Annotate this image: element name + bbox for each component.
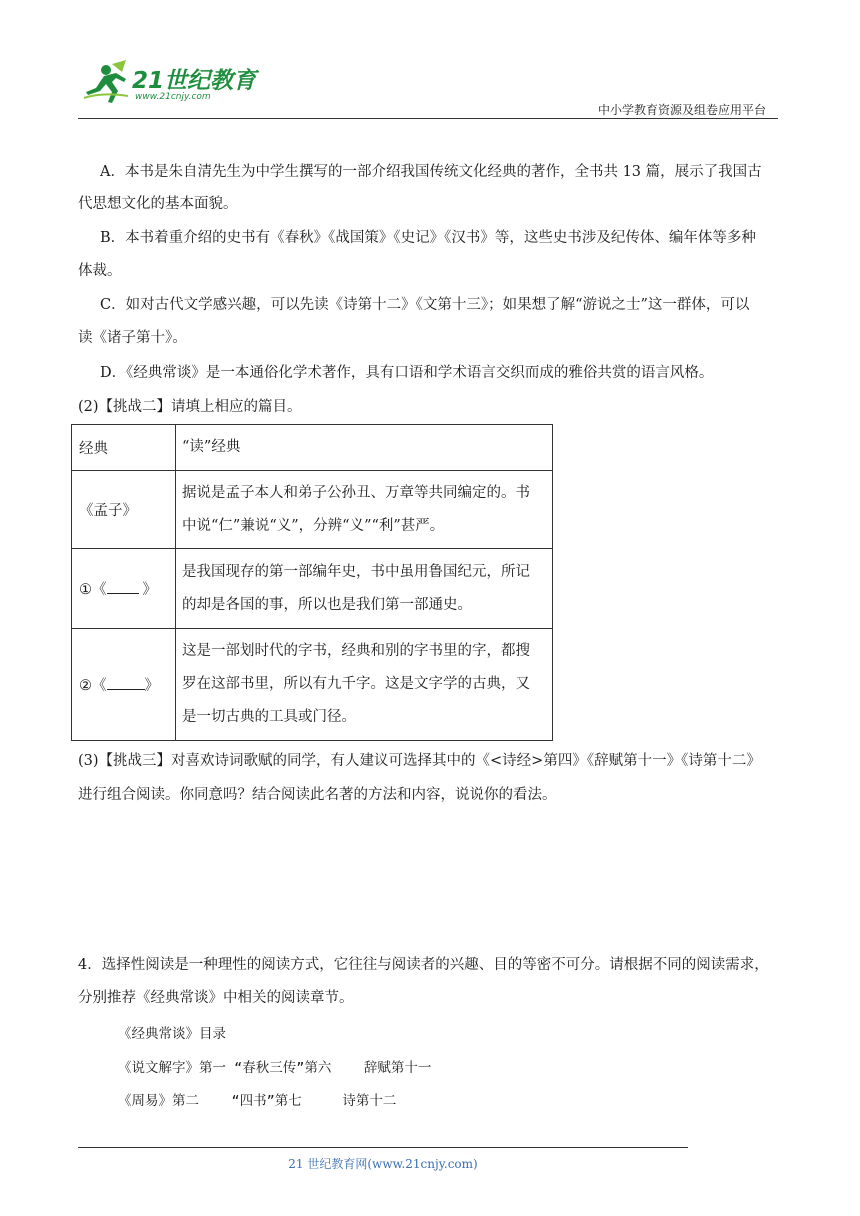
classic-desc-cell [176, 471, 553, 549]
logo-text: 21世纪教育 [132, 68, 257, 94]
toc-row: 《说文解字》第一 “春秋三传”第六 辞赋第十一 [118, 1060, 432, 1076]
logo-runner-icon [82, 58, 132, 104]
desc-line: 是我国现存的第一部编年史，书中虽用鲁国纪元，所记 [182, 563, 530, 580]
q4-line1: 4．选择性阅读是一种理性的阅读方式，它往往与阅读者的兴趣、目的等密不可分。请根据不同的阅读需求， [78, 957, 769, 973]
toc-title: 《经典常谈》目录 [118, 1026, 226, 1042]
classic-name-cell [72, 549, 176, 629]
classic-desc-cell [176, 629, 553, 741]
logo-url: www.21cnjy.com [135, 92, 211, 102]
classic-desc-cell [176, 549, 553, 629]
footer-divider [78, 1147, 688, 1148]
option-b-line2: 体裁。 [78, 263, 122, 279]
option-b-line1: B．本书着重介绍的史书有《春秋》《战国策》《史记》《汉书》等，这些史书涉及纪传体、编年体等多种 [100, 230, 756, 246]
q4-line2: 分别推荐《经典常谈》中相关的阅读章节。 [78, 990, 354, 1006]
platform-title: 中小学教育资源及组卷应用平台 [597, 103, 766, 117]
table-header-row [72, 425, 553, 471]
desc-line: 的却是各国的事，所以也是我们第一部通史。 [182, 596, 472, 613]
option-d-line1: D．《经典常谈》是一本通俗化学术著作，具有口语和学术语言交织而成的雅俗共赏的语言风格。 [100, 365, 714, 381]
q2-prompt: (2)【挑战二】请填上相应的篇目。 [78, 399, 302, 415]
q3-line1: (3)【挑战三】对喜欢诗词歌赋的同学，有人建议可选择其中的《<诗经>第四》《辞赋第十一》《诗第十二》 [78, 753, 761, 769]
table-row [72, 549, 553, 629]
answer-blank-2[interactable] [107, 675, 145, 690]
desc-line: 罗在这部书里，所以有九千字。这是文字学的古典，又 [182, 676, 530, 692]
header-divider [78, 118, 778, 119]
toc-row: 《周易》第二 “四书”第七 诗第十二 [118, 1093, 397, 1109]
blank-prefix: ②《 [79, 678, 107, 694]
option-c-line1: C．如对古代文学感兴趣，可以先读《诗第十二》《文第十三》；如果想了解“游说之士”这一群体，可以 [100, 297, 750, 313]
blank-prefix: ①《 [79, 582, 107, 598]
classic-name-cell [72, 629, 176, 741]
table-header-cell: 经典 [72, 425, 176, 471]
option-c-line2: 读《诸子第十》。 [78, 330, 187, 346]
classics-table [71, 424, 553, 741]
table-row [72, 471, 553, 549]
desc-line: 这是一部划时代的字书，经典和别的字书里的字，都搜 [182, 643, 530, 659]
blank-suffix: 》 [142, 582, 157, 598]
desc-line: 中说“仁”兼说“义”，分辨“义”“利”甚严。 [182, 517, 445, 534]
footer-link[interactable]: 21 世纪教育网(www.21cnjy.com) [288, 1157, 478, 1171]
option-a-line1: A．本书是朱自清先生为中学生撰写的一部介绍我国传统文化经典的著作，全书共 13 篇，展示了我国古 [100, 164, 762, 180]
desc-line: 据说是孟子本人和弟子公孙丑、万章等共同编定的。书 [182, 484, 530, 501]
option-a-line2: 代思想文化的基本面貌。 [78, 196, 238, 212]
table-header-cell: “读”经典 [176, 425, 553, 471]
blank-suffix: 》 [144, 678, 159, 694]
table-row [72, 629, 553, 741]
desc-line: 是一切古典的工具或门径。 [182, 709, 356, 725]
q3-line2: 进行组合阅读。你同意吗？结合阅读此名著的方法和内容，说说你的看法。 [78, 787, 557, 803]
answer-blank-1[interactable] [107, 579, 139, 594]
classic-name-cell: 《孟子》 [72, 471, 176, 549]
